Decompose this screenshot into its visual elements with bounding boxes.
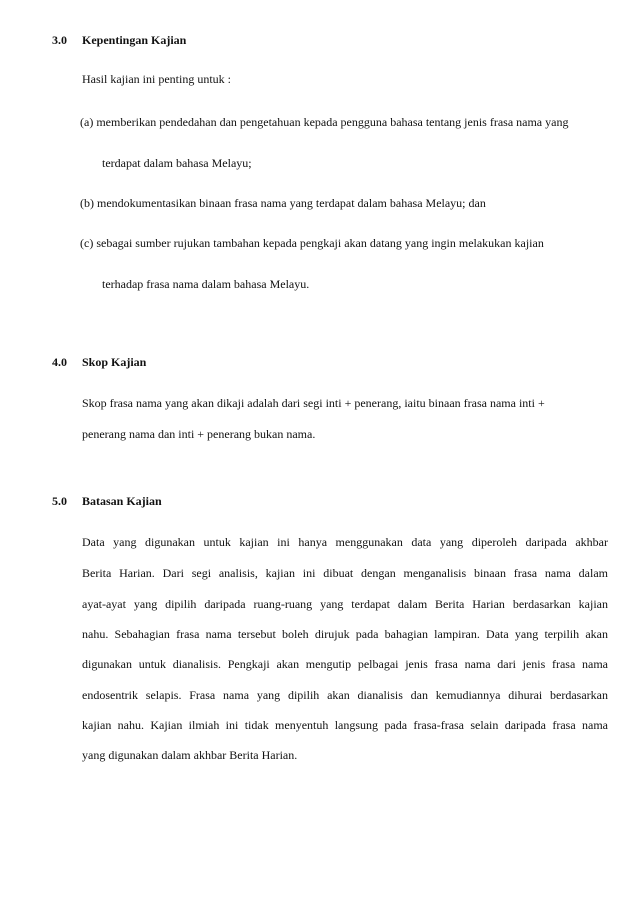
section-3-heading: Kepentingan Kajian <box>82 33 187 47</box>
section-4-heading: Skop Kajian <box>82 355 147 369</box>
section-4-line: Skop frasa nama yang akan dikaji adalah dari segi inti + penerang, iaitu binaan frasa nama inti + <box>82 396 545 410</box>
section-5-line: yang digunakan dalam akhbar Berita Harian. <box>82 748 298 762</box>
section-5-line: kajian nahu. Kajian ilmiah ini tidak menyentuh langsung pada frasa-frasa selain daripada frasa nama <box>82 718 608 732</box>
section-3-number: 3.0 <box>52 33 67 47</box>
list-item-a-line-2: terdapat dalam bahasa Melayu; <box>102 156 252 170</box>
section-5-line: Berita Harian. Dari segi analisis, kajian ini dibuat dengan menganalisis binaan frasa nama dalam <box>82 566 608 580</box>
section-3-intro: Hasil kajian ini penting untuk : <box>82 72 231 86</box>
section-5-line: nahu. Sebahagian frasa nama tersebut boleh dirujuk pada bahagian lampiran. Data yang terpilih akan <box>82 627 608 641</box>
section-5-number: 5.0 <box>52 494 67 508</box>
list-item-c-line-2: terhadap frasa nama dalam bahasa Melayu. <box>102 277 310 291</box>
section-5-heading: Batasan Kajian <box>82 494 162 508</box>
list-item-a-line-1: (a) memberikan pendedahan dan pengetahuan kepada pengguna bahasa tentang jenis frasa nama yang <box>80 115 569 129</box>
section-5-line: digunakan untuk dianalisis. Pengkaji akan mengutip pelbagai jenis frasa nama dari jenis frasa nama <box>82 657 608 671</box>
list-item-c-line-1: (c) sebagai sumber rujukan tambahan kepada pengkaji akan datang yang ingin melakukan kajian <box>80 236 544 250</box>
section-5-line: ayat-ayat yang dipilih daripada ruang-ruang yang terdapat dalam Berita Harian berdasarkan kajian <box>82 597 608 611</box>
list-item-b: (b) mendokumentasikan binaan frasa nama yang terdapat dalam bahasa Melayu; dan <box>80 196 486 210</box>
section-5-line: Data yang digunakan untuk kajian ini hanya menggunakan data yang diperoleh daripada akhbar <box>82 535 608 549</box>
section-5-line: endosentrik selapis. Frasa nama yang dipilih akan dianalisis dan kemudiannya dihurai berdasarkan <box>82 688 608 702</box>
section-4-number: 4.0 <box>52 355 67 369</box>
section-4-line: penerang nama dan inti + penerang bukan nama. <box>82 427 316 441</box>
